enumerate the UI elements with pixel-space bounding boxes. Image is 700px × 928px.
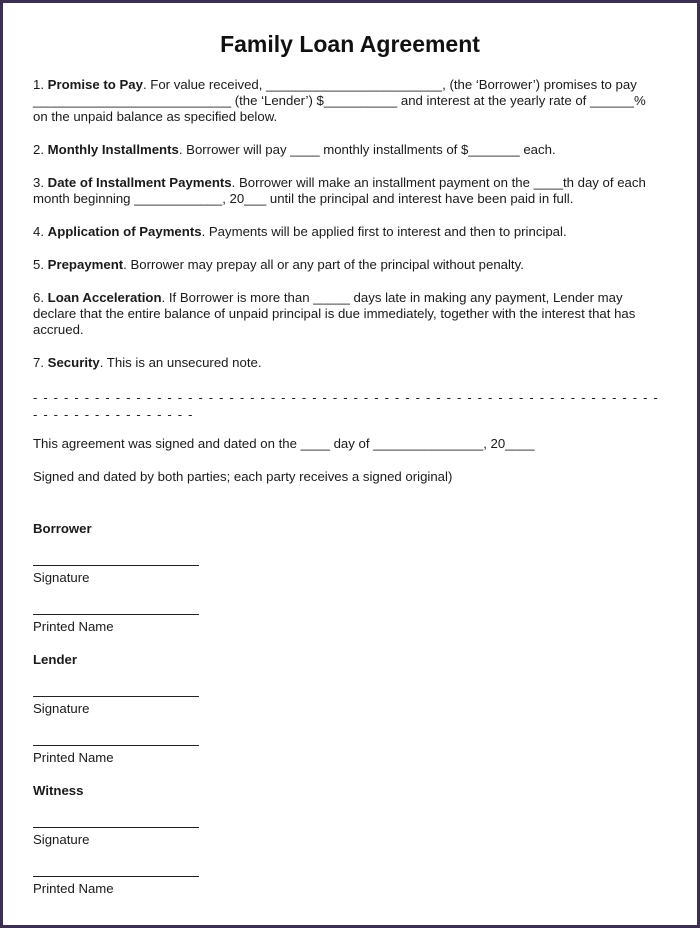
clause-number: 1. [33, 77, 44, 92]
borrower-printed-name-label: Printed Name [33, 619, 114, 634]
clause-heading: Date of Installment Payments [47, 175, 232, 190]
clause-heading: Monthly Installments [47, 142, 179, 157]
clause-number: 6. [33, 290, 44, 305]
clause-application-of-payments [33, 224, 663, 240]
witness-heading: Witness [33, 783, 84, 798]
document-page [3, 3, 697, 925]
clause-heading: Promise to Pay [47, 77, 143, 92]
document-title: Family Loan Agreement [220, 31, 480, 57]
clause-number: 4. [33, 224, 44, 239]
witness-signature-line[interactable] [33, 827, 199, 828]
clause-date-of-installment-payments [33, 175, 663, 207]
borrower-signature-line[interactable] [33, 565, 199, 566]
clause-heading: Prepayment [47, 257, 124, 272]
clause-text: . If Borrower is more than _____ days late in making any payment, Lender may declare that the entire balance of unpaid principal is due immediately, together with the interest that has accrued. [33, 290, 636, 337]
clause-text: . For value received, ________________________, (the ‘Borrower’) promises to pay ___________________________ (the ‘Lender’) $__________ and interest at the yearly rate of ______% on the unpaid balance as specified below. [33, 77, 646, 124]
borrower-signature-label: Signature [33, 570, 90, 585]
clause-number: 3. [33, 175, 44, 190]
lender-signature-label: Signature [33, 701, 90, 716]
clause-heading: Application of Payments [47, 224, 202, 239]
clause-text: . Borrower may prepay all or any part of the principal without penalty. [123, 257, 524, 272]
clause-promise-to-pay [33, 77, 663, 125]
signed-dated-line: This agreement was signed and dated on the ____ day of _______________, 20____ [33, 436, 535, 451]
witness-signature-label: Signature [33, 832, 90, 847]
lender-printed-name-label: Printed Name [33, 750, 114, 765]
clause-monthly-installments [33, 142, 663, 158]
borrower-heading: Borrower [33, 521, 92, 536]
clause-number: 2. [33, 142, 44, 157]
witness-printed-name-label: Printed Name [33, 881, 114, 896]
clause-heading: Security [47, 355, 100, 370]
clause-text: . Borrower will make an installment payment on the ____th day of each month beginning ____________, 20___ until the principal and interest have been paid in full. [33, 175, 646, 206]
dashed-separator: - - - - - - - - - - - - - - - - - - - - - - - - - - - - - - - - - - - - - - - - - - - - - - - - - - - - - - - - - - - - - - - - - - - - - - - - - - - - - [33, 390, 659, 422]
borrower-printed-name-line[interactable] [33, 614, 199, 615]
witness-printed-name-line[interactable] [33, 876, 199, 877]
clause-text: . Payments will be applied first to interest and then to principal. [201, 224, 567, 239]
clause-loan-acceleration [33, 290, 663, 338]
clause-number: 5. [33, 257, 44, 272]
both-parties-note: Signed and dated by both parties; each party receives a signed original) [33, 469, 453, 484]
clause-text: . This is an unsecured note. [99, 355, 262, 370]
clause-security [33, 355, 663, 371]
clause-prepayment [33, 257, 663, 273]
clause-text: . Borrower will pay ____ monthly installments of $_______ each. [178, 142, 556, 157]
lender-signature-line[interactable] [33, 696, 199, 697]
clause-number: 7. [33, 355, 44, 370]
lender-heading: Lender [33, 652, 77, 667]
clause-heading: Loan Acceleration [47, 290, 162, 305]
lender-printed-name-line[interactable] [33, 745, 199, 746]
